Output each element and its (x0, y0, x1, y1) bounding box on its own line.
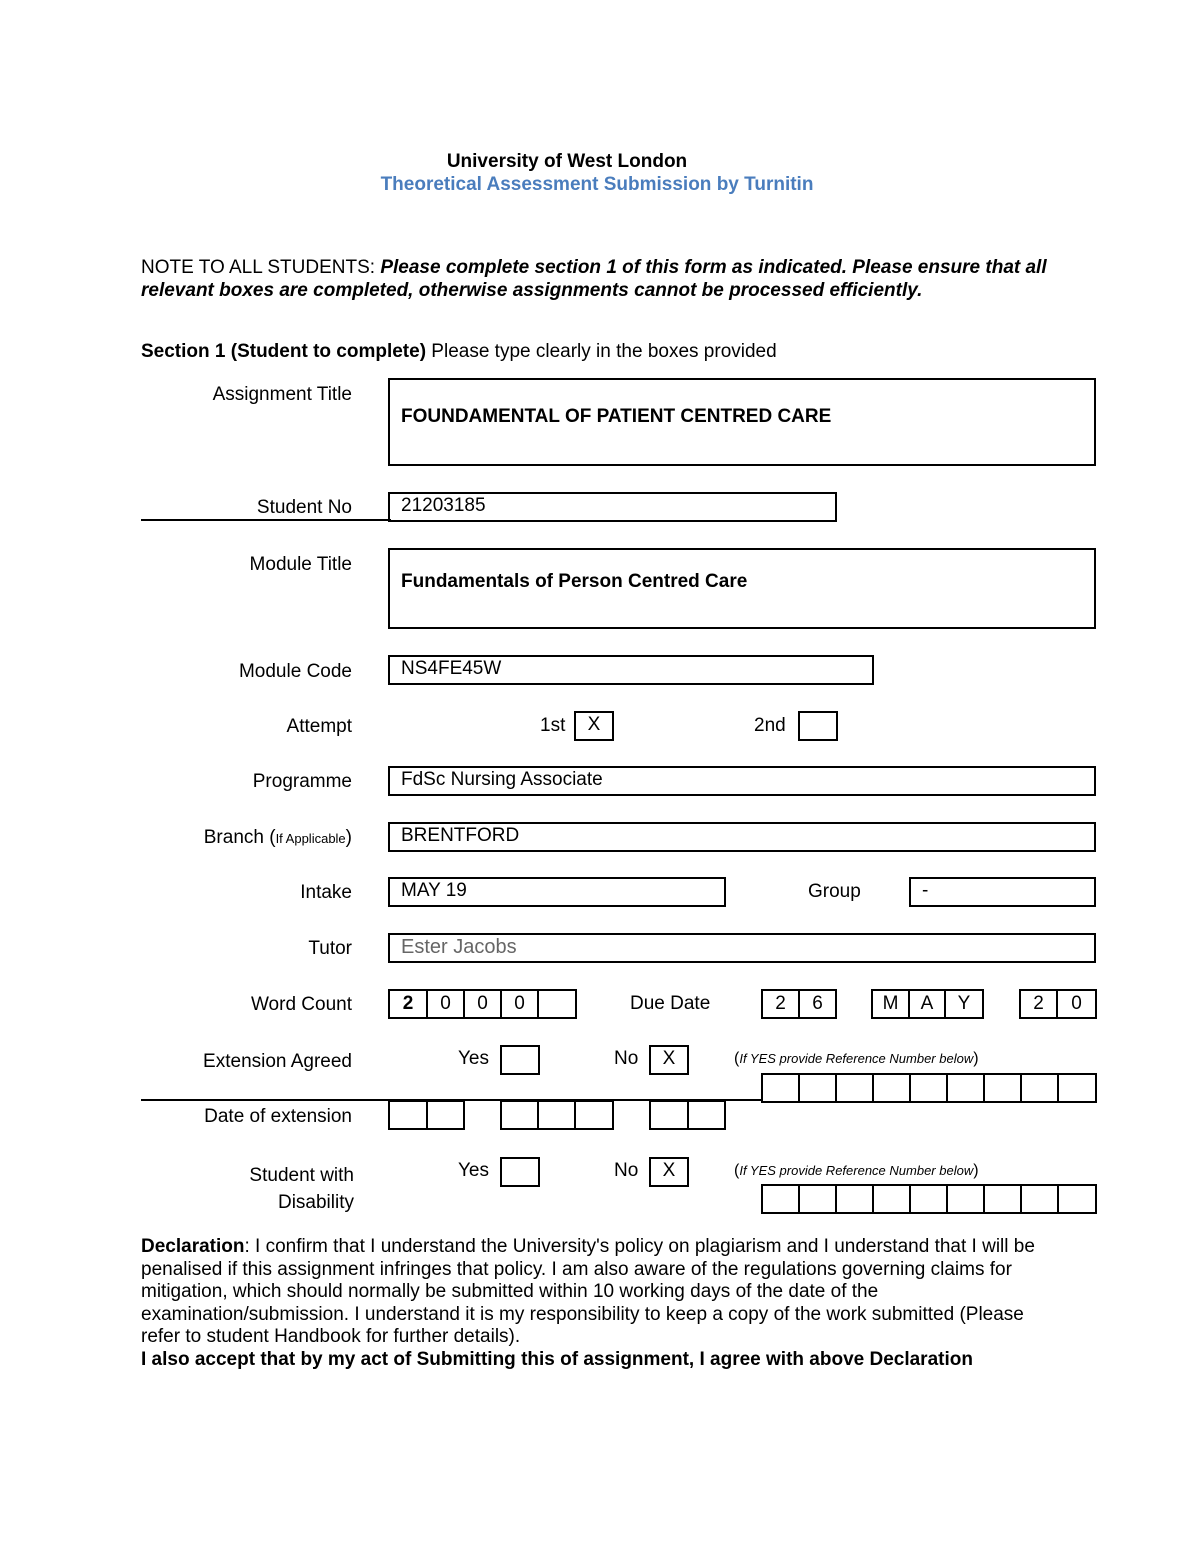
attempt-first-label: 1st (540, 715, 566, 736)
assignment-title-field[interactable]: FOUNDAMENTAL OF PATIENT CENTRED CARE (388, 378, 1096, 466)
branch-label-end: ) (345, 827, 352, 848)
word-count-digit[interactable]: 0 (465, 991, 502, 1017)
reference-cell[interactable] (1022, 1075, 1059, 1101)
reference-cell[interactable] (948, 1186, 985, 1212)
note-prefix: NOTE TO ALL STUDENTS: (141, 257, 381, 278)
declaration-accept: I also accept that by my act of Submitting this of assignment, I agree with above Declaration (141, 1348, 973, 1370)
module-title-field[interactable]: Fundamentals of Person Centred Care (388, 548, 1096, 629)
extension-date-year[interactable] (649, 1100, 726, 1130)
declaration-body: : I confirm that I understand the University's policy on plagiarism and I understand that I will be penalised if this assignment infringes that policy. I am also aware of the regulations governing claims for mitigation, which should normally be submitted within 10 working days of the date of the examination/submission. I understand it is my responsibility to keep a copy of the work submitted (Please refer to student Handbook for further details). (141, 1236, 1035, 1348)
reference-cell[interactable] (763, 1186, 800, 1212)
divider-line (141, 519, 391, 521)
extension-date-cell[interactable] (390, 1102, 428, 1128)
extension-yes-label: Yes (458, 1048, 489, 1069)
word-count-digit[interactable] (539, 991, 575, 1017)
disability-yes-checkbox[interactable] (500, 1157, 540, 1187)
reference-cell[interactable] (837, 1075, 874, 1101)
intake-field[interactable]: MAY 19 (388, 877, 726, 907)
note-to-students (141, 256, 1071, 302)
due-date-month-char[interactable]: A (910, 991, 946, 1017)
reference-cell[interactable] (1059, 1075, 1095, 1101)
due-date-day-digit[interactable]: 6 (812, 993, 823, 1014)
branch-label-small: If Applicable (275, 831, 346, 846)
due-date-year-digit[interactable]: 2 (1021, 991, 1058, 1017)
extension-date-cell[interactable] (502, 1102, 539, 1128)
due-date-year-digit[interactable]: 0 (1071, 993, 1082, 1014)
reference-cell[interactable] (763, 1075, 800, 1101)
section-1-heading (141, 341, 777, 363)
extension-ref-note-open: ( (734, 1050, 740, 1067)
disability-ref-note-close: ) (973, 1162, 979, 1179)
tutor-label: Tutor (308, 938, 352, 959)
extension-no-label: No (614, 1048, 639, 1069)
word-count-digit[interactable]: 0 (502, 991, 539, 1017)
attempt-second-checkbox[interactable] (798, 711, 838, 741)
extension-reference-number[interactable] (761, 1073, 1097, 1103)
assignment-title-label: Assignment Title (212, 384, 352, 405)
extension-date-day[interactable] (388, 1100, 465, 1130)
word-count-digit[interactable]: 0 (428, 991, 465, 1017)
disability-yes-label: Yes (458, 1160, 489, 1181)
extension-date-cell[interactable] (428, 1102, 463, 1128)
disability-label-line1: Student with (249, 1165, 354, 1186)
group-field[interactable]: - (909, 877, 1096, 907)
group-label: Group (808, 881, 861, 902)
branch-field[interactable]: BRENTFORD (388, 822, 1096, 852)
due-date-day-digit[interactable]: 2 (763, 991, 800, 1017)
extension-ref-note-close: ) (973, 1050, 979, 1067)
attempt-second-label: 2nd (754, 715, 786, 736)
disability-label-line2: Disability (277, 1192, 354, 1213)
disability-label (249, 1162, 354, 1216)
reference-cell[interactable] (948, 1075, 985, 1101)
student-no-label: Student No (256, 497, 352, 518)
disability-no-label: No (614, 1160, 639, 1181)
module-code-field[interactable]: NS4FE45W (388, 655, 874, 685)
due-date-year[interactable] (1019, 989, 1097, 1019)
attempt-first-checkbox[interactable]: X (574, 711, 614, 741)
extension-date-cell[interactable] (689, 1102, 724, 1128)
extension-yes-checkbox[interactable] (500, 1045, 540, 1075)
extension-date-cell[interactable] (576, 1102, 612, 1128)
intake-label: Intake (300, 882, 352, 903)
disability-ref-note-open: ( (734, 1162, 740, 1179)
due-date-month-char[interactable]: M (873, 991, 910, 1017)
due-date-month[interactable] (871, 989, 984, 1019)
reference-cell[interactable] (800, 1075, 837, 1101)
due-date-month-char[interactable]: Y (957, 993, 971, 1014)
tutor-field[interactable]: Ester Jacobs (388, 933, 1096, 963)
reference-cell[interactable] (837, 1186, 874, 1212)
extension-no-checkbox[interactable]: X (649, 1045, 689, 1075)
reference-cell[interactable] (985, 1186, 1022, 1212)
reference-cell[interactable] (874, 1186, 911, 1212)
word-count-label: Word Count (250, 994, 352, 1015)
extension-agreed-label: Extension Agreed (203, 1051, 352, 1072)
declaration-text (141, 1236, 1061, 1349)
disability-reference-number[interactable] (761, 1184, 1097, 1214)
reference-cell[interactable] (911, 1186, 948, 1212)
branch-label (204, 827, 352, 849)
due-date-day[interactable] (761, 989, 837, 1019)
reference-cell[interactable] (985, 1075, 1022, 1101)
word-count-field[interactable] (388, 989, 577, 1019)
extension-ref-note-text: If YES provide Reference Number below (739, 1051, 974, 1066)
form-subtitle: Theoretical Assessment Submission by Turnitin (380, 174, 814, 195)
reference-cell[interactable] (1059, 1186, 1095, 1212)
attempt-label: Attempt (286, 716, 352, 737)
due-date-label: Due Date (630, 993, 711, 1014)
reference-cell[interactable] (800, 1186, 837, 1212)
reference-cell[interactable] (911, 1075, 948, 1101)
word-count-digit[interactable]: 2 (390, 991, 428, 1017)
extension-date-cell[interactable] (539, 1102, 576, 1128)
branch-label-main: Branch ( (203, 827, 276, 848)
university-name: University of West London (446, 151, 688, 172)
declaration-lead: Declaration (141, 1236, 245, 1257)
declaration (141, 1236, 1061, 1372)
note-emphasis: Please complete section 1 of this form as indicated. Please ensure that all relevant boxes are completed, otherwise assignments cannot be processed efficiently. (141, 257, 1047, 301)
date-of-extension-label: Date of extension (204, 1106, 352, 1127)
reference-cell[interactable] (874, 1075, 911, 1101)
module-title-label: Module Title (249, 554, 352, 575)
extension-date-month[interactable] (500, 1100, 614, 1130)
student-no-field[interactable]: 21203185 (388, 492, 837, 522)
module-code-label: Module Code (238, 661, 352, 682)
disability-ref-note (734, 1162, 979, 1180)
section-1-instruction: Please type clearly in the boxes provided (426, 341, 777, 362)
extension-date-cell[interactable] (651, 1102, 689, 1128)
section-1-title: Section 1 (Student to complete) (141, 341, 427, 362)
extension-ref-note (734, 1050, 979, 1068)
reference-cell[interactable] (1022, 1186, 1059, 1212)
disability-ref-note-text: If YES provide Reference Number below (739, 1163, 974, 1178)
programme-label: Programme (252, 771, 352, 792)
disability-no-checkbox[interactable]: X (649, 1157, 689, 1187)
programme-field[interactable]: FdSc Nursing Associate (388, 766, 1096, 796)
